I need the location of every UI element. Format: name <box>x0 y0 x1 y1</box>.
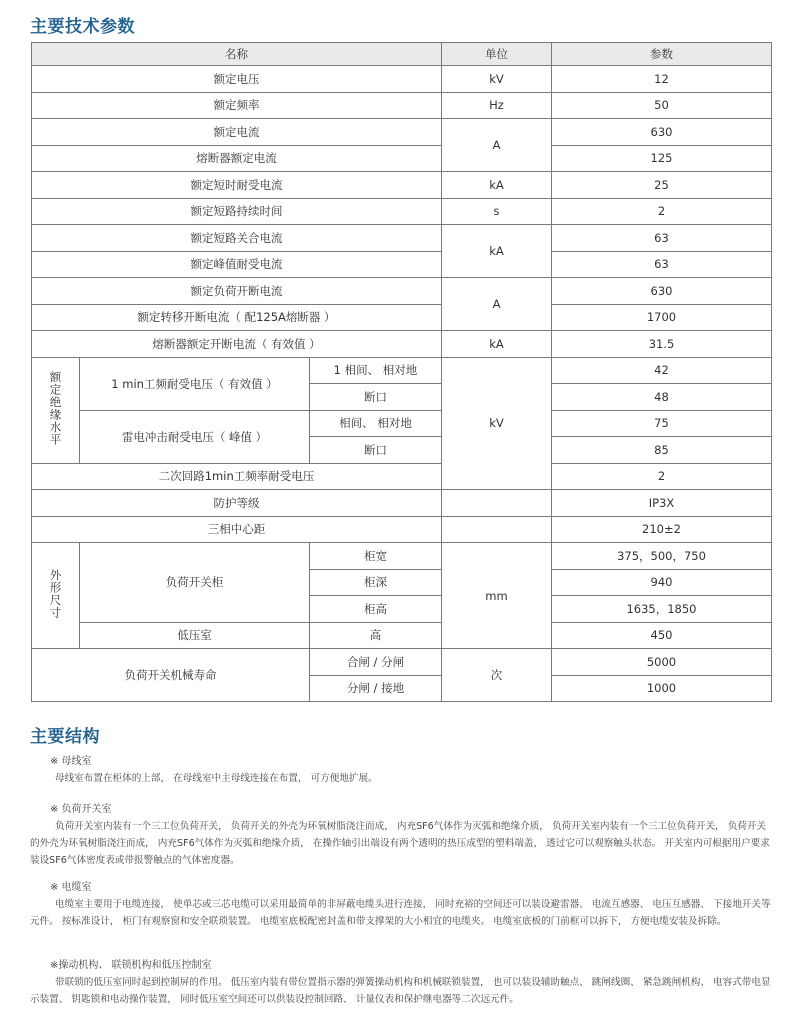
table-row <box>32 357 772 384</box>
row-value: 630 <box>552 278 772 305</box>
row-name: 负荷开关柜 <box>80 543 310 623</box>
row-value: 12 <box>552 66 772 93</box>
row-sub: 相间、 相对地 <box>310 410 442 437</box>
table-row <box>32 278 772 305</box>
group-label-text: 外形尺寸 <box>48 569 63 619</box>
row-value: 25 <box>552 172 772 199</box>
row-sub: 柜高 <box>310 596 442 623</box>
table-row <box>32 198 772 225</box>
row-unit: kA <box>442 331 552 358</box>
row-sub: 高 <box>310 622 442 649</box>
row-unit: kV <box>442 357 552 490</box>
paragraph-busbar: 母线室布置在柜体的上部， 在母线室中主母线连接在布置， 可方便地扩展。 <box>55 773 378 784</box>
group-label-text: 额定绝缘水平 <box>48 371 63 446</box>
row-name: 额定频率 <box>32 92 442 119</box>
table-row <box>32 251 772 278</box>
row-value: 50 <box>552 92 772 119</box>
row-value: IP3X <box>552 490 772 517</box>
row-value: 210±2 <box>552 516 772 543</box>
group-label-dimensions <box>32 543 80 649</box>
row-unit: Hz <box>442 92 552 119</box>
row-value: 2 <box>552 463 772 490</box>
row-name: 三相中心距 <box>32 516 442 543</box>
section-title-structure: 主要结构 <box>30 727 100 747</box>
row-unit: kA <box>442 225 552 278</box>
table-row <box>32 172 772 199</box>
row-value: 630 <box>552 119 772 146</box>
spec-table <box>31 42 772 702</box>
row-value: 125 <box>552 145 772 172</box>
table-row <box>32 66 772 93</box>
row-unit: kV <box>442 66 552 93</box>
row-sub: 柜深 <box>310 569 442 596</box>
row-value: 42 <box>552 357 772 384</box>
table-row <box>32 463 772 490</box>
table-row <box>32 516 772 543</box>
table-row <box>32 119 772 146</box>
row-name: 1 min工频耐受电压（ 有效值 ） <box>80 357 310 410</box>
row-name: 二次回路1min工频率耐受电压 <box>32 463 442 490</box>
row-value: 63 <box>552 251 772 278</box>
row-unit-empty <box>442 490 552 517</box>
row-sub: 断口 <box>310 437 442 464</box>
row-sub: 断口 <box>310 384 442 411</box>
subsection-title-mechanism: ※操动机构、 联锁机构和低压控制室 <box>50 960 212 971</box>
row-name: 熔断器额定电流 <box>32 145 442 172</box>
row-value: 75 <box>552 410 772 437</box>
row-sub: 分闸 / 接地 <box>310 675 442 702</box>
subsection-title-switch: ※ 负荷开关室 <box>50 804 112 815</box>
row-sub: 柜宽 <box>310 543 442 570</box>
table-row <box>32 622 772 649</box>
row-unit: A <box>442 119 552 172</box>
col-header-unit: 单位 <box>442 43 552 66</box>
row-name: 额定转移开断电流（ 配125A熔断器 ） <box>32 304 442 331</box>
row-name: 低压室 <box>80 622 310 649</box>
row-value: 1000 <box>552 675 772 702</box>
row-name: 额定负荷开断电流 <box>32 278 442 305</box>
table-row <box>32 225 772 252</box>
row-value: 375，500，750 <box>552 543 772 570</box>
table-row <box>32 649 772 676</box>
page-title: 主要技术参数 <box>30 17 135 37</box>
col-header-value: 参数 <box>552 43 772 66</box>
row-value: 940 <box>552 569 772 596</box>
row-sub: 1 相间、 相对地 <box>310 357 442 384</box>
table-row <box>32 543 772 570</box>
row-name: 防护等级 <box>32 490 442 517</box>
group-label-insulation <box>32 357 80 463</box>
table-row <box>32 92 772 119</box>
row-name: 额定峰值耐受电流 <box>32 251 442 278</box>
row-value: 5000 <box>552 649 772 676</box>
row-value: 2 <box>552 198 772 225</box>
row-name: 额定短时耐受电流 <box>32 172 442 199</box>
row-name: 额定电压 <box>32 66 442 93</box>
row-value: 31.5 <box>552 331 772 358</box>
row-name: 熔断器额定开断电流（ 有效值 ） <box>32 331 442 358</box>
row-unit: mm <box>442 543 552 649</box>
row-value: 1700 <box>552 304 772 331</box>
row-name: 额定短路持续时间 <box>32 198 442 225</box>
row-value: 1635，1850 <box>552 596 772 623</box>
paragraph-mechanism: 带联锁的低压室同时起到控制屏的作用。 低压室内装有带位置指示器的弹簧操动机构和机械联锁装置， 也可以装设辅助触点、 跳闸线圈、 紧急跳闸机构、 电容式带电显示装置、 钥匙锁和电动操作装置， 同时低压室空间还可以供装设控制回路、 计量仪表和保护继电器等二次远元件。 <box>30 977 771 1005</box>
row-unit: kA <box>442 172 552 199</box>
row-unit: 次 <box>442 649 552 702</box>
table-row <box>32 145 772 172</box>
paragraph-cable: 电缆室主要用于电缆连接， 使单芯或三芯电缆可以采用最简单的非屏蔽电缆头进行连接， 同时充裕的空间还可以装设避雷器、 电流互感器、 电压互感器、 下接地开关等元件。 按标准设计， 柜门有观察窗和安全联琐装置。 电缆室底板配密封盖和带支撑架的大小相宜的电缆夹。 电缆室底板的门前框可以拆下， 方便电缆安装及拆除。 <box>30 899 771 927</box>
row-unit: A <box>442 278 552 331</box>
subsection-title-cable: ※ 电缆室 <box>50 882 92 893</box>
paragraph-switch: 负荷开关室内装有一个三工位负荷开关， 负荷开关的外壳为环氧树脂浇注而成， 内充SF6气体作为灭弧和绝缘介质， 负荷开关室内装有一个三工位负荷开关， 负荷开关的外壳为环氧树脂浇注而成， 内充SF6气体作为灭弧和绝缘介质， 在操作轴引出端设有两个透明的热压成型的塑料端盖， 透过它可以观察触头状态。 开关室内可根据用户要求装设SF6气体密度表或带报警触点的气体密度器。 <box>30 821 770 866</box>
row-name: 雷电冲击耐受电压（ 峰值 ） <box>80 410 310 463</box>
subsection-title-busbar: ※ 母线室 <box>50 756 92 767</box>
table-row <box>32 410 772 437</box>
row-name: 额定电流 <box>32 119 442 146</box>
table-row <box>32 331 772 358</box>
table-row <box>32 490 772 517</box>
table-header-row <box>32 43 772 66</box>
row-value: 48 <box>552 384 772 411</box>
row-value: 63 <box>552 225 772 252</box>
row-sub: 合闸 / 分闸 <box>310 649 442 676</box>
col-header-name: 名称 <box>32 43 442 66</box>
row-value: 450 <box>552 622 772 649</box>
row-name: 额定短路关合电流 <box>32 225 442 252</box>
row-unit: s <box>442 198 552 225</box>
row-name: 负荷开关机械寿命 <box>32 649 310 702</box>
row-value: 85 <box>552 437 772 464</box>
table-row <box>32 304 772 331</box>
row-unit-empty <box>442 516 552 543</box>
